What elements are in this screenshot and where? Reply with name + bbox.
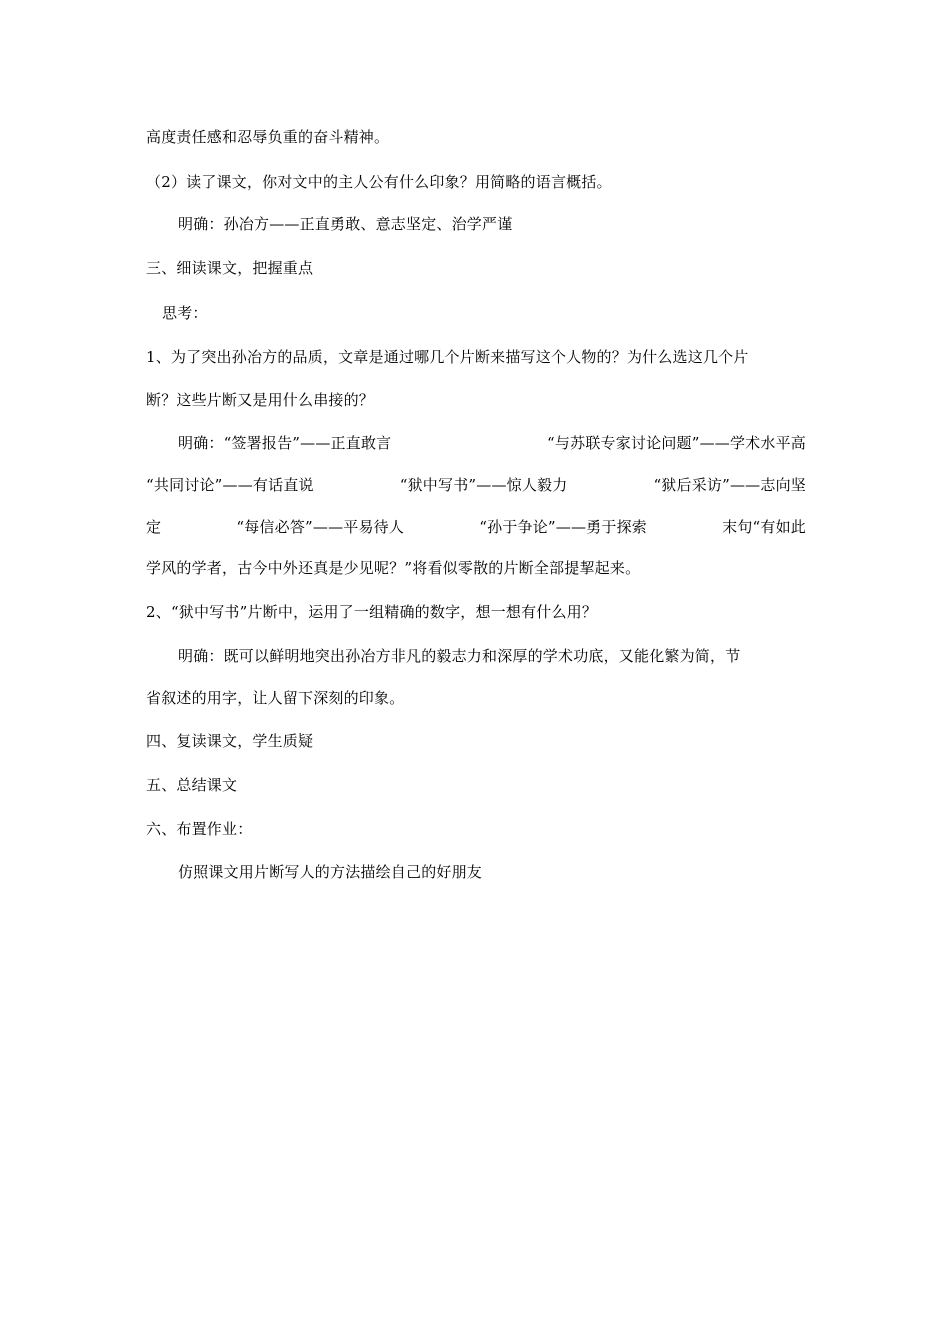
question-2-line: 2、“狱中写书”片断中，运用了一组精确的数字，想一想有什么用？ <box>146 603 598 621</box>
section-heading-6: 六、布置作业： <box>146 820 253 838</box>
answer-line-4: 学风的学者，古今中外还真是少见呢？”将看似零散的片断全部提挈起来。 <box>146 559 641 577</box>
answer-line: 明确：孙冶方——正直勇敢、意志坚定、治学严谨 <box>178 215 513 233</box>
answer-line-1 <box>178 433 806 453</box>
section-heading-5: 五、总结课文 <box>146 776 238 794</box>
answer-segment: 末句“有如此 <box>722 518 806 536</box>
answer-segment: 定 <box>146 518 162 536</box>
answer-segment: “孙于争论”——勇于探索 <box>479 518 647 536</box>
question-2: （2）读了课文，你对文中的主人公有什么印象？用简略的语言概括。 <box>146 173 612 191</box>
answer-segment: “每信必答”——平易待人 <box>236 518 405 536</box>
text-line: 高度责任感和忍辱负重的奋斗精神。 <box>146 128 390 146</box>
section-heading-4: 四、复读课文，学生质疑 <box>146 732 314 750</box>
answer-line-3 <box>146 517 806 537</box>
answer-line-2 <box>146 475 806 495</box>
answer-segment: “共同讨论”——有话直说 <box>146 476 314 494</box>
answer-line-5: 明确：既可以鲜明地突出孙冶方非凡的毅志力和深厚的学术功底，又能化繁为简，节 <box>178 647 741 665</box>
homework-line: 仿照课文用片断写人的方法描绘自己的好朋友 <box>178 863 483 881</box>
answer-line-6: 省叙述的用字，让人留下深刻的印象。 <box>146 689 405 707</box>
answer-segment: “狱后采访”——志向坚 <box>653 476 806 494</box>
think-label: 思考： <box>162 304 208 322</box>
answer-segment: “狱中写书”——惊人毅力 <box>399 476 568 494</box>
question-1-line-2: 断？这些片断又是用什么串接的？ <box>146 391 375 409</box>
question-1-line-1: 1、为了突出孙冶方的品质，文章是通过哪几个片断来描写这个人物的？为什么选这几个片 <box>146 348 749 366</box>
answer-segment: 明确：“签署报告”——正直敢言 <box>178 434 392 452</box>
answer-segment: “与苏联专家讨论问题”——学术水平高 <box>547 434 806 452</box>
section-heading-3: 三、细读课文，把握重点 <box>146 259 314 277</box>
